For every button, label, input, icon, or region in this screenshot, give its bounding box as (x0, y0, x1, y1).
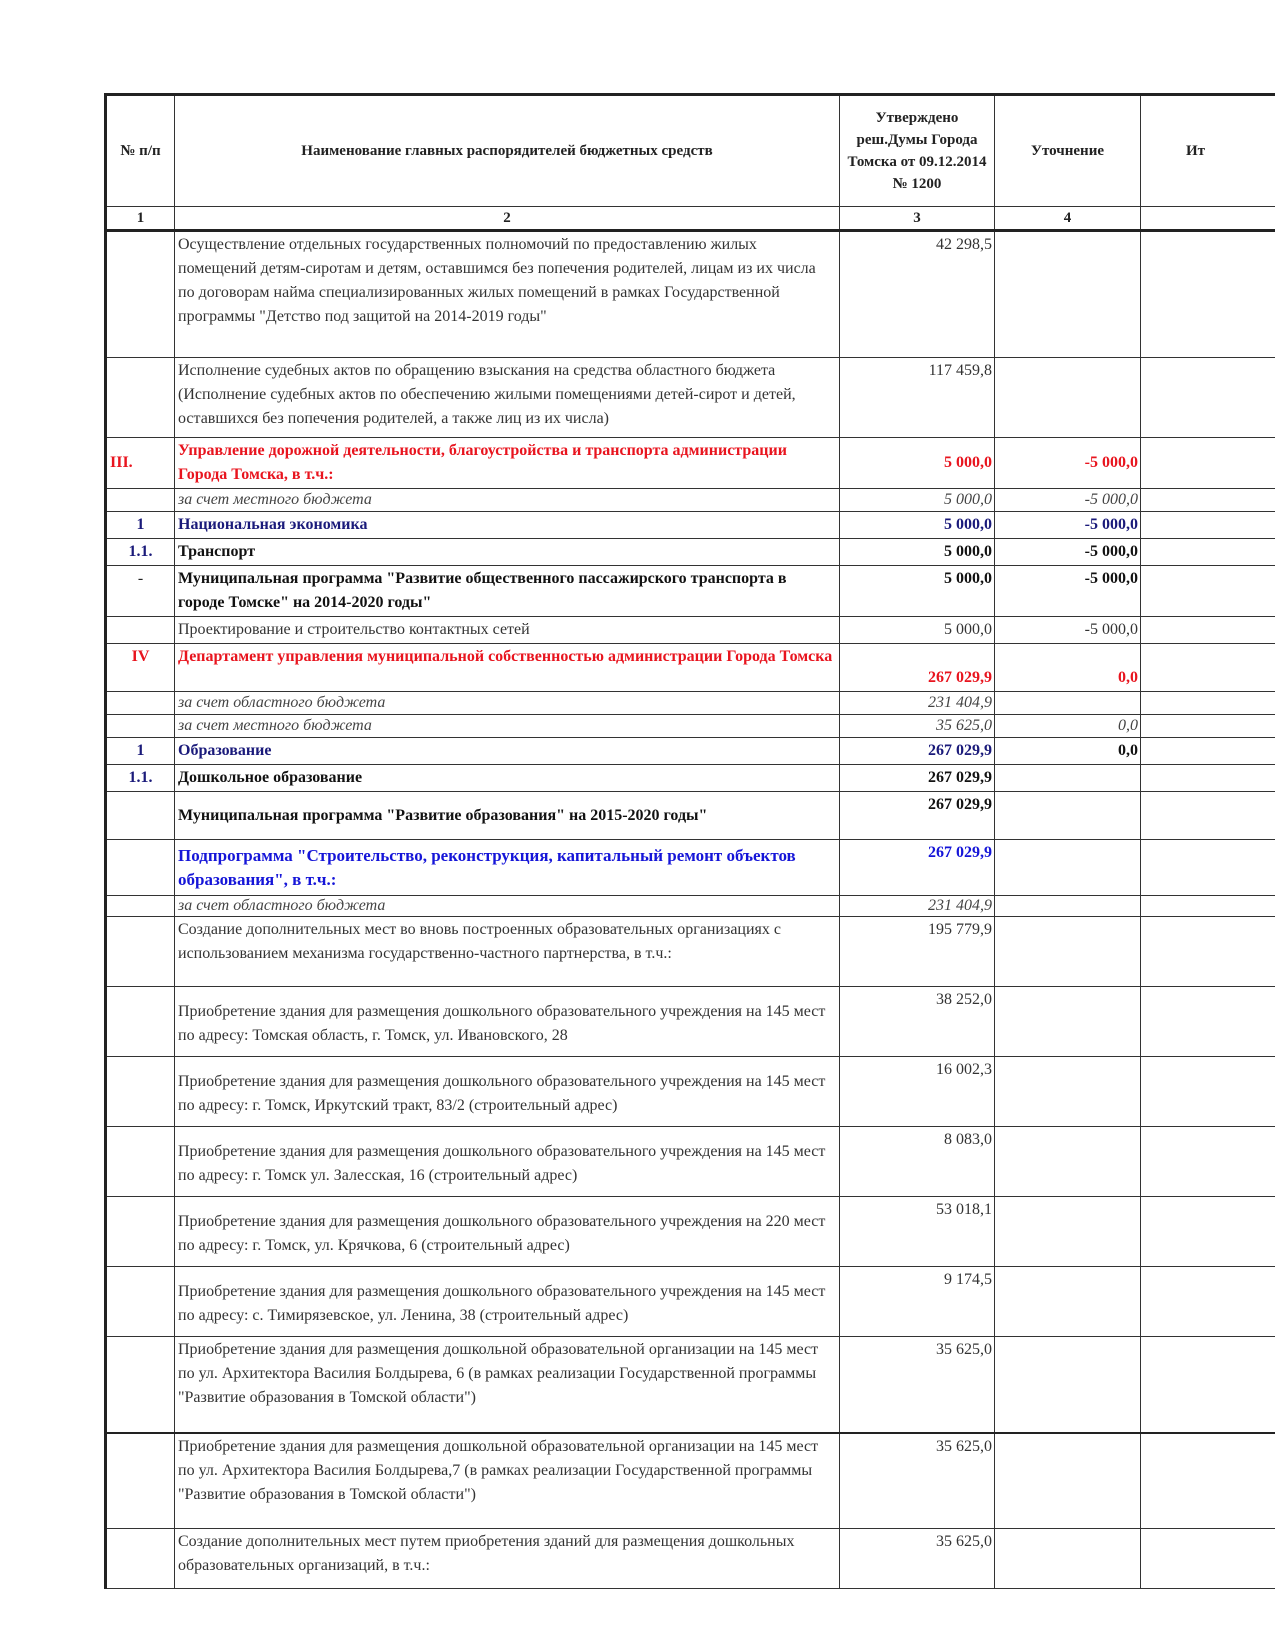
row-number (106, 1337, 175, 1433)
row-name: Национальная экономика (175, 512, 840, 539)
row-name: Приобретение здания для размещения дошкольного образовательного учреждения на 145 мест по адресу: г. Томск, Иркутский тракт, 83/2 (строительный адрес) (175, 1057, 840, 1127)
row-total (1141, 896, 1275, 917)
row-name: Управление дорожной деятельности, благоустройства и транспорта администрации Города Томска, в т.ч.: (175, 438, 840, 489)
subsection-row (106, 539, 1275, 566)
header-col-number-1: 1 (106, 207, 175, 231)
row-number: III. (106, 438, 175, 489)
header-name: Наименование главных распорядителей бюджетных средств (175, 95, 840, 207)
row-name: Транспорт (175, 539, 840, 566)
row-approved: 35 625,0 (840, 715, 995, 738)
row-number: 1 (106, 738, 175, 765)
section-row (106, 512, 1275, 539)
table-row (106, 489, 1275, 512)
row-name: Приобретение здания для размещения дошкольной образовательной организации на 145 мест по ул. Архитектора Василия Болдырева,7 (в рамках реализации Государственной программы "Развитие образования в Томской области") (175, 1433, 840, 1529)
row-total (1141, 489, 1275, 512)
header-change: Уточнение (995, 95, 1141, 207)
row-change (995, 692, 1141, 715)
table-row (106, 358, 1275, 438)
row-change (995, 896, 1141, 917)
row-number (106, 1057, 175, 1127)
row-change (995, 987, 1141, 1057)
row-change (995, 1337, 1141, 1433)
row-approved: 267 029,9 (840, 765, 995, 792)
table-row (106, 1127, 1275, 1197)
table-row (106, 1337, 1275, 1433)
table-row (106, 1267, 1275, 1337)
row-number (106, 1197, 175, 1267)
header-col-number-4: 4 (995, 207, 1141, 231)
row-name: Приобретение здания для размещения дошкольного образовательного учреждения на 220 мест по адресу: г. Томск, ул. Крячкова, 6 (строительный адрес) (175, 1197, 840, 1267)
table-row (106, 1197, 1275, 1267)
table-row (106, 917, 1275, 987)
department-row (106, 438, 1275, 489)
row-total (1141, 917, 1275, 987)
row-total (1141, 840, 1275, 896)
row-approved: 8 083,0 (840, 1127, 995, 1197)
row-total (1141, 539, 1275, 566)
row-total (1141, 1433, 1275, 1529)
row-name: Приобретение здания для размещения дошкольного образовательного учреждения на 145 мест по адресу: с. Тимирязевское, ул. Ленина, 38 (строительный адрес) (175, 1267, 840, 1337)
row-total (1141, 438, 1275, 489)
row-total (1141, 1127, 1275, 1197)
row-approved: 5 000,0 (840, 438, 995, 489)
row-name: Проектирование и строительство контактных сетей (175, 617, 840, 644)
header-col-number-3: 3 (840, 207, 995, 231)
budget-table (104, 93, 1275, 1589)
row-change (995, 1267, 1141, 1337)
table-row (106, 231, 1275, 358)
row-number (106, 1433, 175, 1529)
row-number (106, 1529, 175, 1589)
table-row (106, 715, 1275, 738)
row-approved: 195 779,9 (840, 917, 995, 987)
header-total: Ит (1141, 95, 1275, 207)
row-approved: 267 029,9 (840, 840, 995, 896)
row-approved: 38 252,0 (840, 987, 995, 1057)
row-approved: 42 298,5 (840, 231, 995, 358)
row-approved: 231 404,9 (840, 692, 995, 715)
row-change (995, 1433, 1141, 1529)
row-total (1141, 692, 1275, 715)
row-approved: 35 625,0 (840, 1337, 995, 1433)
row-change (995, 1127, 1141, 1197)
row-change (995, 765, 1141, 792)
row-total (1141, 738, 1275, 765)
row-number: 1 (106, 512, 175, 539)
row-total (1141, 358, 1275, 438)
row-approved: 5 000,0 (840, 512, 995, 539)
row-approved: 5 000,0 (840, 539, 995, 566)
row-change (995, 792, 1141, 840)
table-row (106, 896, 1275, 917)
header-col-number-2: 2 (175, 207, 840, 231)
row-number (106, 692, 175, 715)
row-approved: 5 000,0 (840, 617, 995, 644)
table-row (106, 1057, 1275, 1127)
row-change (995, 840, 1141, 896)
row-change: -5 000,0 (995, 512, 1141, 539)
section-row (106, 738, 1275, 765)
row-number (106, 1127, 175, 1197)
row-number (106, 840, 175, 896)
row-change: -5 000,0 (995, 617, 1141, 644)
row-change: 0,0 (995, 738, 1141, 765)
row-number (106, 792, 175, 840)
row-name: Муниципальная программа "Развитие образования" на 2015-2020 годы" (175, 792, 840, 840)
program-row (106, 792, 1275, 840)
row-approved: 5 000,0 (840, 566, 995, 617)
subprogram-row (106, 840, 1275, 896)
row-change: 0,0 (995, 715, 1141, 738)
program-row (106, 566, 1275, 617)
table-row (106, 692, 1275, 715)
row-approved: 35 625,0 (840, 1433, 995, 1529)
row-total (1141, 1529, 1275, 1589)
row-approved: 16 002,3 (840, 1057, 995, 1127)
row-number (106, 1267, 175, 1337)
department-row (106, 644, 1275, 692)
table-row (106, 1529, 1275, 1589)
row-total (1141, 617, 1275, 644)
row-approved: 9 174,5 (840, 1267, 995, 1337)
row-name: за счет областного бюджета (175, 692, 840, 715)
row-name: Исполнение судебных актов по обращению взыскания на средства областного бюджета (Исполнение судебных актов по обеспечению жилыми помещениями детей-сирот и детей, оставшихся без попечения родителей, а также лиц из их числа) (175, 358, 840, 438)
row-number (106, 896, 175, 917)
row-change: 0,0 (995, 644, 1141, 692)
row-name: за счет областного бюджета (175, 896, 840, 917)
row-number (106, 917, 175, 987)
row-number (106, 617, 175, 644)
header-row-number: № п/п (106, 95, 175, 207)
row-change (995, 917, 1141, 987)
row-change (995, 1057, 1141, 1127)
row-name: Приобретение здания для размещения дошкольного образовательного учреждения на 145 мест по адресу: Томская область, г. Томск, ул. Ивановского, 28 (175, 987, 840, 1057)
row-total (1141, 987, 1275, 1057)
row-approved: 267 029,9 (840, 738, 995, 765)
row-total (1141, 512, 1275, 539)
row-total (1141, 644, 1275, 692)
row-approved: 53 018,1 (840, 1197, 995, 1267)
row-name: Приобретение здания для размещения дошкольного образовательного учреждения на 145 мест по адресу: г. Томск ул. Залесская, 16 (строительный адрес) (175, 1127, 840, 1197)
row-name: Муниципальная программа "Развитие общественного пассажирского транспорта в городе Томске" на 2014-2020 годы" (175, 566, 840, 617)
row-change: -5 000,0 (995, 438, 1141, 489)
row-approved: 5 000,0 (840, 489, 995, 512)
budget-document-page (104, 93, 1275, 1589)
row-change (995, 231, 1141, 358)
header-col-number-5 (1141, 207, 1275, 231)
row-total (1141, 231, 1275, 358)
row-number: 1.1. (106, 539, 175, 566)
header-approved: Утверждено реш.Думы Города Томска от 09.12.2014 № 1200 (840, 95, 995, 207)
row-name: Создание дополнительных мест путем приобретения зданий для размещения дошкольных образовательных организаций, в т.ч.: (175, 1529, 840, 1589)
row-name: Дошкольное образование (175, 765, 840, 792)
row-name: Осуществление отдельных государственных полномочий по предоставлению жилых помещений детям-сиротам и детям, оставшимся без попечения родителей, лицам из их числа по договорам найма специализированных жилых помещений в рамках Государственной программы "Детство под защитой на 2014-2019 годы" (175, 231, 840, 358)
row-name: Образование (175, 738, 840, 765)
row-name: за счет местного бюджета (175, 715, 840, 738)
row-change (995, 1529, 1141, 1589)
row-total (1141, 566, 1275, 617)
row-change: -5 000,0 (995, 489, 1141, 512)
row-number (106, 715, 175, 738)
row-total (1141, 792, 1275, 840)
row-number (106, 231, 175, 358)
row-total (1141, 1267, 1275, 1337)
row-number: IV (106, 644, 175, 692)
row-change (995, 1197, 1141, 1267)
row-number (106, 358, 175, 438)
row-change: -5 000,0 (995, 539, 1141, 566)
row-number: 1.1. (106, 765, 175, 792)
row-number (106, 987, 175, 1057)
row-approved: 267 029,9 (840, 644, 995, 692)
row-total (1141, 1197, 1275, 1267)
row-total (1141, 765, 1275, 792)
table-row (106, 987, 1275, 1057)
row-total (1141, 715, 1275, 738)
row-number (106, 489, 175, 512)
row-approved: 267 029,9 (840, 792, 995, 840)
row-total (1141, 1337, 1275, 1433)
row-change (995, 358, 1141, 438)
row-name: Создание дополнительных мест во вновь построенных образовательных организациях с использованием механизма государственно-частного партнерства, в т.ч.: (175, 917, 840, 987)
row-name: Подпрограмма "Строительство, реконструкция, капитальный ремонт объектов образования", в т.ч.: (175, 840, 840, 896)
row-number: - (106, 566, 175, 617)
row-name: Приобретение здания для размещения дошкольной образовательной организации на 145 мест по ул. Архитектора Василия Болдырева, 6 (в рамках реализации Государственной программы "Развитие образования в Томской области") (175, 1337, 840, 1433)
row-name: за счет местного бюджета (175, 489, 840, 512)
subsection-row (106, 765, 1275, 792)
row-approved: 117 459,8 (840, 358, 995, 438)
row-approved: 35 625,0 (840, 1529, 995, 1589)
table-row (106, 1433, 1275, 1529)
table-row (106, 617, 1275, 644)
row-approved: 231 404,9 (840, 896, 995, 917)
row-name: Департамент управления муниципальной собственностью администрации Города Томска (175, 644, 840, 692)
row-change: -5 000,0 (995, 566, 1141, 617)
row-total (1141, 1057, 1275, 1127)
